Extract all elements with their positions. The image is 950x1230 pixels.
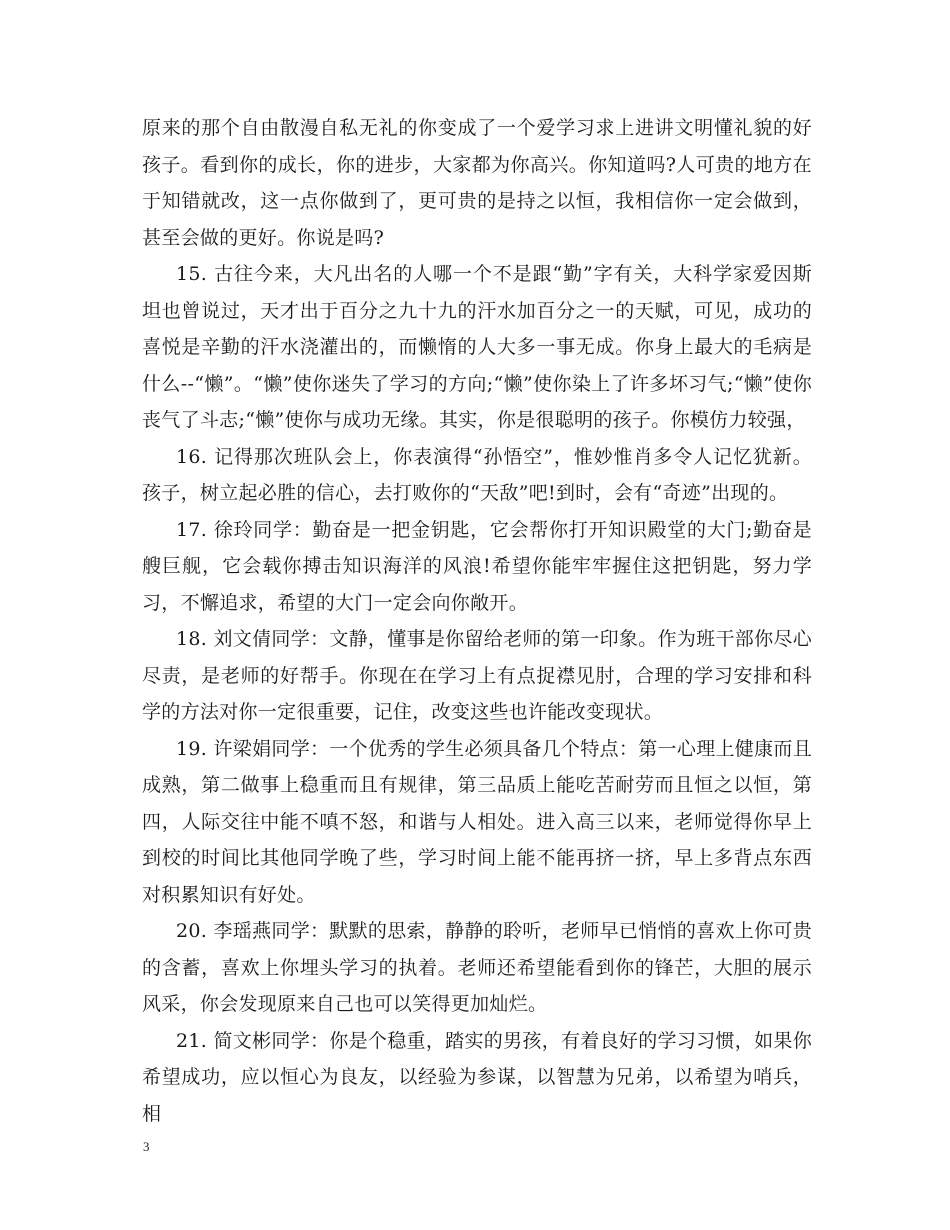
paragraph-17: 17. 徐玲同学：勤奋是一把金钥匙，它会帮你打开知识殿堂的大门;勤奋是艘巨舰，它会载你搏击知识海洋的风浪!希望你能牢牢握住这把钥匙，努力学习，不懈追求，希望的大门一定会向你敞开。 [142, 518, 812, 614]
paragraph-continuation: 原来的那个自由散漫自私无礼的你变成了一个爱学习求上进讲文明懂礼貌的好孩子。看到你的成长，你的进步，大家都为你高兴。你知道吗?人可贵的地方在于知错就改，这一点你做到了，更可贵的是持之以恒，我相信你一定会做到，甚至会做的更好。你说是吗? [142, 117, 812, 249]
paragraph-16: 16. 记得那次班队会上，你表演得“孙悟空”，惟妙惟肖多令人记忆犹新。孩子，树立起必胜的信心，去打败你的“天敌”吧!到时，会有“奇迹”出现的。 [142, 445, 812, 504]
paragraph-21: 21. 简文彬同学：你是个稳重，踏实的男孩，有着良好的学习习惯，如果你希望成功，应以恒心为良友，以经验为参谋，以智慧为兄弟，以希望为哨兵，相 [142, 1029, 812, 1125]
paragraph-15: 15. 古往今来，大凡出名的人哪一个不是跟“勤”字有关，大科学家爱因斯坦也曾说过，天才出于百分之九十九的汗水加百分之一的天赋，可见，成功的喜悦是辛勤的汗水浇灌出的，而懒惰的人大多一事无成。你身上最大的毛病是什么--“懒”。“懒”使你迷失了学习的方向;“懒”使你染上了许多坏习气;“懒”使你丧气了斗志;“懒”使你与成功无缘。其实，你是很聪明的孩子。你模仿力较强， [142, 263, 812, 431]
body-text [142, 110, 812, 1132]
paragraph-18: 18. 刘文倩同学：文静，懂事是你留给老师的第一印象。作为班干部你尽心尽责，是老师的好帮手。你现在在学习上有点捉襟见肘，合理的学习安排和科学的方法对你一定很重要，记住，改变这些也许能改变现状。 [142, 628, 812, 723]
paragraph-19: 19. 许梁娟同学：一个优秀的学生必须具备几个特点：第一心理上健康而且成熟，第二做事上稳重而且有规律，第三品质上能吃苦耐劳而且恒之以恒，第四，人际交往中能不嗔不怒，和谐与人相处。进入高三以来，老师觉得你早上到校的时间比其他同学晚了些，学习时间上能不能再挤一挤，早上多背点东西对积累知识有好处。 [142, 737, 812, 906]
paragraph-20: 20. 李瑶燕同学：默默的思索，静静的聆听，老师早已悄悄的喜欢上你可贵的含蓄，喜欢上你埋头学习的执着。老师还希望能看到你的锋芒，大胆的展示风采，你会发现原来自己也可以笑得更加灿烂。 [142, 920, 812, 1015]
page-number: 3 [143, 1139, 150, 1154]
